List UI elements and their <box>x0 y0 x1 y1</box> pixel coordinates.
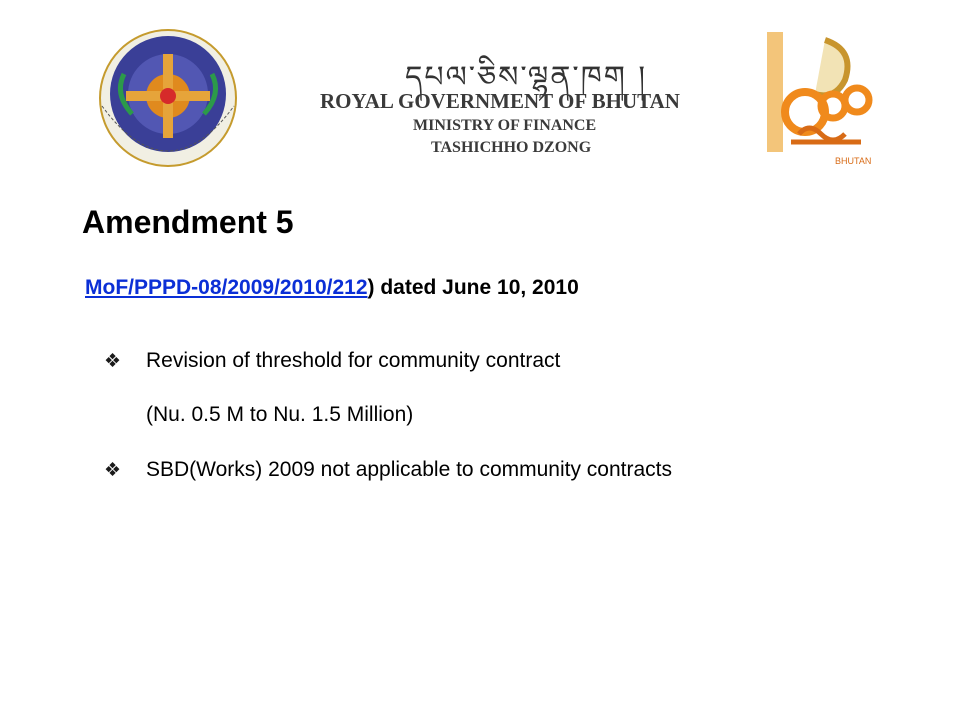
ministry-name: MINISTRY OF FINANCE <box>413 117 597 134</box>
right-logo-text: BHUTAN <box>835 156 872 166</box>
bullet-item <box>104 458 672 482</box>
reference-link[interactable]: MoF/PPPD-08/2009/2010/212 <box>85 276 368 299</box>
bullet-text: SBD(Works) 2009 not applicable to community contracts <box>146 458 673 481</box>
reference-suffix: ) dated June 10, 2010 <box>367 276 579 299</box>
bullet-item <box>104 349 560 373</box>
organization-name: ROYAL GOVERNMENT OF BHUTAN <box>320 89 680 113</box>
location-name: TASHICHHO DZONG <box>431 139 592 156</box>
tibetan-ministry-title: དཔལ་ཅིས་ལྷན་ཁག ། <box>405 60 648 95</box>
slide-heading: Amendment 5 <box>82 204 294 240</box>
bullet-continuation <box>146 403 413 427</box>
bullet-text: Revision of threshold for community contract <box>146 349 561 372</box>
reference-line <box>85 276 579 300</box>
centenary-logo <box>765 30 877 176</box>
diamond-bullet-icon: ❖ <box>104 351 122 372</box>
royal-emblem-logo <box>82 26 252 178</box>
diamond-bullet-icon: ❖ <box>104 460 122 481</box>
bullet-text: (Nu. 0.5 M to Nu. 1.5 Million) <box>146 403 414 426</box>
